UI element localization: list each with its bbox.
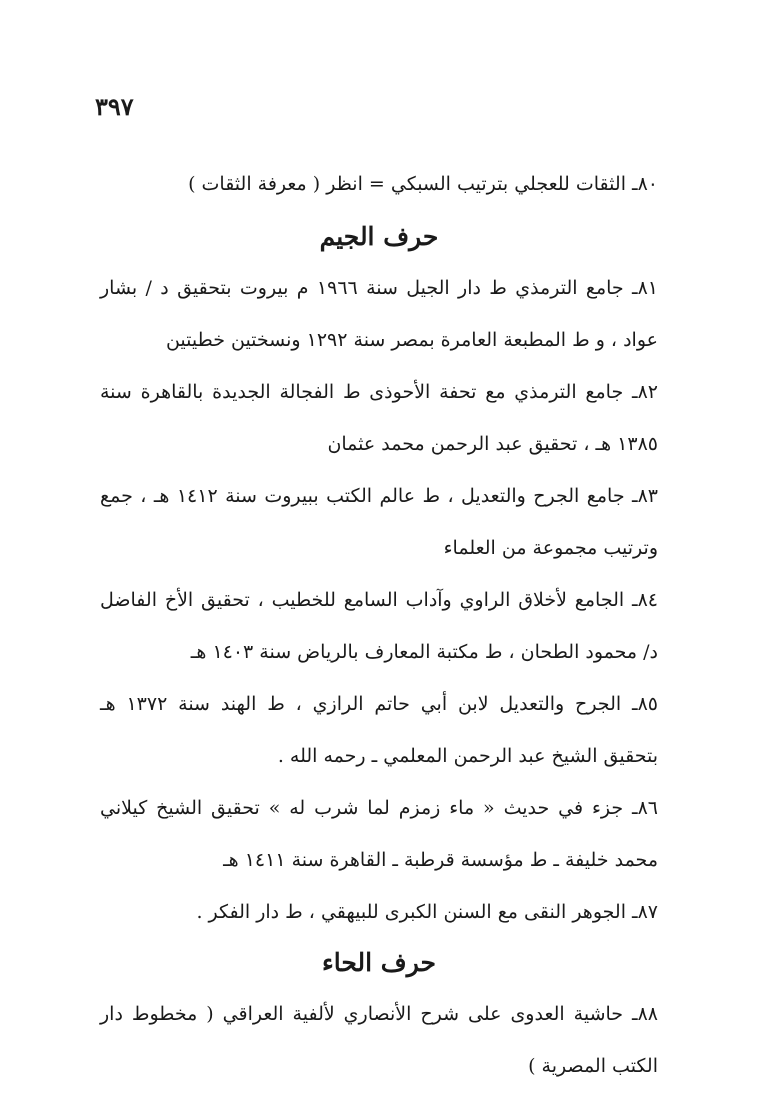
page-content: [100, 158, 658, 1092]
bibliography-entry: ٨٢ـ جامع الترمذي مع تحفة الأحوذى ط الفجالة الجديدة بالقاهرة سنة ١٣٨٥ هـ ، تحقيق عبد الرحمن محمد عثمان: [100, 381, 658, 455]
bibliography-entry: ٨١ـ جامع الترمذي ط دار الجيل سنة ١٩٦٦ م بيروت بتحقيق د / بشار عواد ، و ط المطبعة العامرة بمصر سنة ١٢٩٢ ونسختين خطيتين: [100, 277, 658, 351]
bibliography-entry: ٨٤ـ الجامع لأخلاق الراوي وآداب السامع للخطيب ، تحقيق الأخ الفاضل د/ محمود الطحان ، ط مكتبة المعارف بالرياض سنة ١٤٠٣ هـ: [100, 589, 658, 663]
bibliography-entry: ٨٠ـ الثقات للعجلي بترتيب السبكي = انظر ( معرفة الثقات ): [188, 173, 658, 195]
bibliography-entry: ٨٣ـ جامع الجرح والتعديل ، ط عالم الكتب ببيروت سنة ١٤١٢ هـ ، جمع وترتيب مجموعة من العلماء: [100, 485, 658, 559]
section-heading-ha: حرف الحاء: [322, 948, 436, 977]
bibliography-entry: ٨٧ـ الجوهر النقى مع السنن الكبرى للبيهقي ، ط دار الفكر .: [196, 901, 658, 923]
bibliography-entry: ٨٨ـ حاشية العدوى على شرح الأنصاري لألفية العراقي ( مخطوط دار الكتب المصرية ): [100, 1003, 658, 1077]
section-heading-jim: حرف الجيم: [319, 222, 439, 251]
bibliography-entry: ٨٦ـ جزء في حديث « ماء زمزم لما شرب له » تحقيق الشيخ كيلاني محمد خليفة ـ ط مؤسسة قرطبة ـ القاهرة سنة ١٤١١ هـ: [100, 797, 658, 871]
page-number: ٣٩٧: [95, 92, 134, 121]
bibliography-entry: ٨٥ـ الجرح والتعديل لابن أبي حاتم الرازي ، ط الهند سنة ١٣٧٢ هـ بتحقيق الشيخ عبد الرحمن المعلمي ـ رحمه الله .: [100, 693, 658, 767]
